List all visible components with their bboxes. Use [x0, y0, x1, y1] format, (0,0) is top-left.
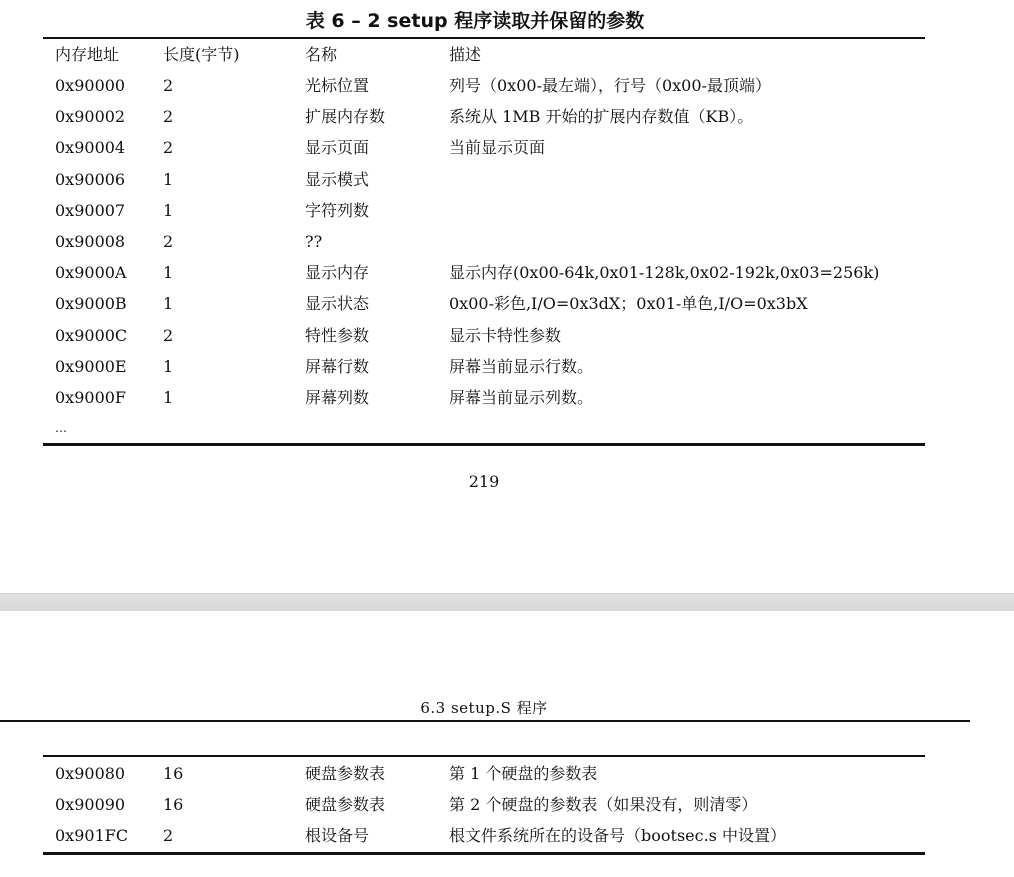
running-head: 6.3 setup.S 程序 [420, 699, 548, 717]
cell-description: 屏幕当前显示行数。 [449, 356, 594, 376]
cell-address: 0x90008 [55, 232, 126, 252]
cell-name: 硬盘参数表 [305, 795, 386, 815]
header-address: 内存地址 [55, 45, 120, 64]
cell-length: 2 [163, 325, 174, 345]
table-row [43, 789, 925, 820]
table-row [43, 101, 925, 132]
cell-description: 系统从 1MB 开始的扩展内存数值（KB）。 [449, 107, 754, 127]
table-row [43, 820, 925, 851]
cell-name: 光标位置 [305, 76, 370, 96]
table-row [43, 195, 925, 226]
cell-description: 显示卡特性参数 [449, 325, 562, 345]
table-top-rule [43, 37, 925, 39]
cell-name: ?? [305, 232, 323, 252]
page-220 [0, 611, 1014, 877]
cell-length: 2 [163, 76, 174, 96]
setup-params-table [43, 40, 925, 444]
cell-description: 0x00-彩色,I/O=0x3dX；0x01-单色,I/O=0x3bX [449, 294, 808, 314]
setup-params-table-continued [43, 758, 925, 852]
cell-length: 16 [163, 764, 184, 784]
cell-address: 0x90080 [55, 764, 126, 784]
table-row [43, 257, 925, 288]
cell-length: 16 [163, 795, 184, 815]
cell-name: 硬盘参数表 [305, 764, 386, 784]
cell-address: 0x90090 [55, 795, 126, 815]
page-separator [0, 593, 1014, 613]
cell-name: 字符列数 [305, 200, 370, 220]
cell-length: 2 [163, 232, 174, 252]
cell-address: 0x9000A [55, 263, 127, 283]
running-head-rule [0, 720, 970, 722]
cell-description: 第 2 个硬盘的参数表（如果没有，则清零） [449, 795, 758, 815]
cell-description: 列号（0x00-最左端），行号（0x00-最顶端） [449, 76, 771, 96]
ellipsis-text: … [55, 421, 67, 436]
cell-description [449, 164, 925, 195]
cell-name: 显示状态 [305, 294, 370, 314]
cell-length: 1 [163, 294, 174, 314]
table-row [43, 226, 925, 257]
cell-length: 2 [163, 107, 174, 127]
table-row [43, 132, 925, 163]
cell-name: 显示页面 [305, 138, 370, 158]
cell-length: 1 [163, 387, 174, 407]
cell-address: 0x901FC [55, 826, 129, 846]
header-name: 名称 [305, 45, 338, 64]
cell-name: 扩展内存数 [305, 107, 386, 127]
cell-name: 特性参数 [305, 325, 370, 345]
cell-name: 显示内存 [305, 263, 370, 283]
cell-address: 0x9000E [55, 356, 127, 376]
cell-address: 0x9000B [55, 294, 127, 314]
table-row [43, 758, 925, 789]
table-row [43, 351, 925, 382]
cell-description: 根文件系统所在的设备号（bootsec.s 中设置） [449, 826, 786, 846]
cell-address: 0x90000 [55, 76, 126, 96]
cell-address: 0x90006 [55, 169, 126, 189]
cell-name: 显示模式 [305, 169, 370, 189]
table-row [43, 320, 925, 351]
cell-length: 2 [163, 826, 174, 846]
cell-length: 2 [163, 138, 174, 158]
header-description: 描述 [449, 45, 482, 64]
table-header-row [43, 40, 925, 70]
cell-address: 0x90004 [55, 138, 126, 158]
cell-name: 根设备号 [305, 826, 370, 846]
table-row-ellipsis [43, 413, 925, 444]
table-row [43, 70, 925, 101]
page-number: 219 [468, 472, 500, 491]
table-continued-top-rule [43, 755, 925, 757]
cell-name: 屏幕行数 [305, 356, 370, 376]
cell-address: 0x90002 [55, 107, 126, 127]
cell-description: 当前显示页面 [449, 138, 546, 158]
cell-description: 第 1 个硬盘的参数表 [449, 764, 598, 784]
cell-length: 1 [163, 169, 174, 189]
header-length: 长度(字节) [163, 45, 240, 64]
cell-length: 1 [163, 263, 174, 283]
cell-length: 1 [163, 356, 174, 376]
cell-address: 0x9000C [55, 325, 128, 345]
cell-address: 0x9000F [55, 387, 127, 407]
cell-address: 0x90007 [55, 200, 126, 220]
table-title: 表 6 – 2 setup 程序读取并保留的参数 [305, 10, 645, 32]
table-continued-bottom-rule [43, 852, 925, 855]
cell-description: 屏幕当前显示列数。 [449, 387, 594, 407]
cell-description: 显示内存(0x00-64k,0x01-128k,0x02-192k,0x03=256k) [449, 263, 880, 283]
table-row [43, 288, 925, 319]
cell-length: 1 [163, 200, 174, 220]
table-row [43, 382, 925, 413]
cell-description [449, 195, 925, 226]
table-row [43, 164, 925, 195]
cell-name: 屏幕列数 [305, 387, 370, 407]
table-bottom-rule [43, 443, 925, 446]
cell-description [449, 226, 925, 257]
